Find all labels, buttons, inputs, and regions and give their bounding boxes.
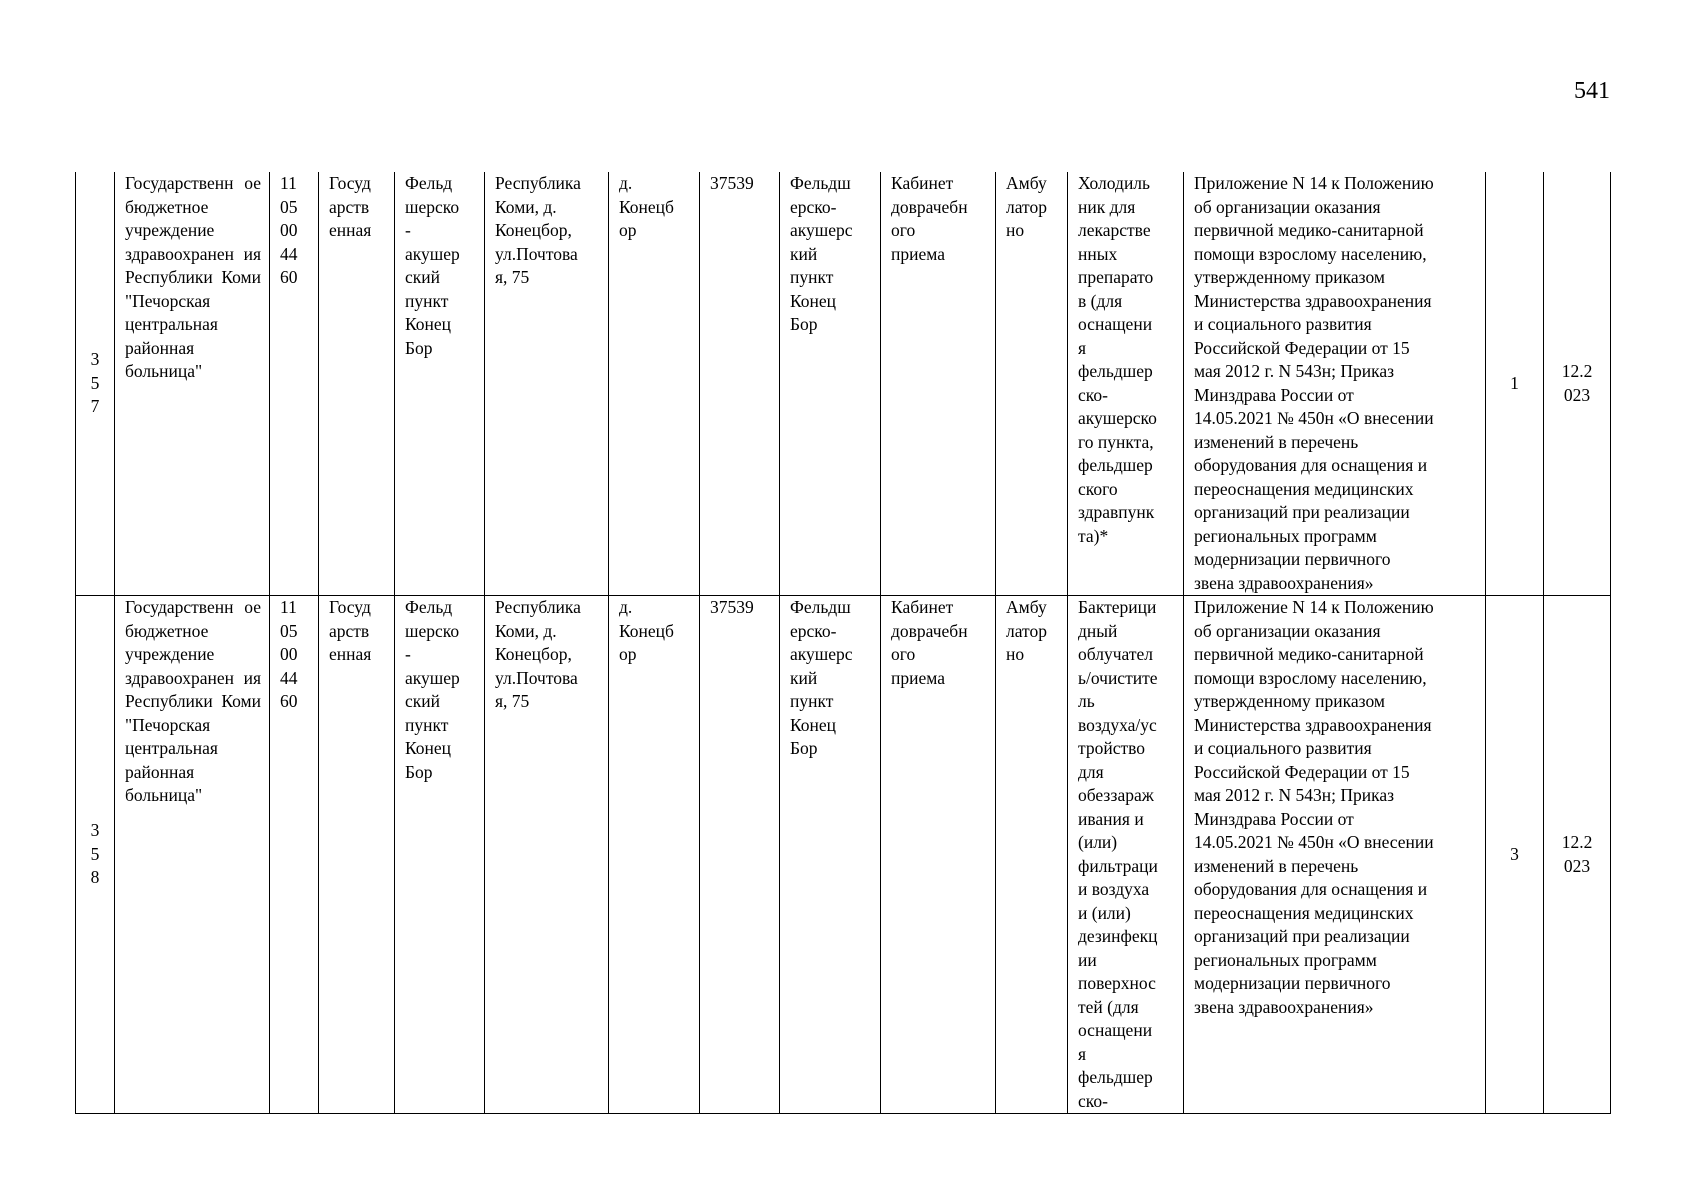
organization-code: 11 05 00 44 60 xyxy=(270,172,319,596)
structural-unit: Фельдш ерско- акушерс кий пункт Конец Бор xyxy=(780,172,881,596)
equipment-name: Бактерици дный облучател ь/очистите ль воздуха/ус тройство для обеззараж ивания и (или) фильтраци и воздуха и (или) дезинфекц ии поверхнос тей (для оснащени я фельдшер ско- xyxy=(1068,596,1184,1114)
unit-address: Республика Коми, д. Конецбор, ул.Почтова я, 75 xyxy=(485,596,609,1114)
oktmo-code: 37539 xyxy=(700,596,780,1114)
quantity: 1 xyxy=(1486,172,1544,596)
regulatory-document: Приложение N 14 к Положению об организации оказания первичной медико-санитарной помощи взрослому населению, утвержденному приказом Министерства здравоохранения и социального развития Российской Федерации от 15 мая 2012 г. N 543н; Приказ Минздрава России от 14.05.2021 № 450н «О внесении изменений в перечень оборудования для оснащения и переоснащения медицинских организаций при реализации региональных программ модернизации первичного звена здравоохранения» xyxy=(1184,596,1486,1114)
unit-name: Фельд шерско - акушер ский пункт Конец Бор xyxy=(395,596,485,1114)
locality: д. Конецб ор xyxy=(609,172,700,596)
unit-name: Фельд шерско - акушер ский пункт Конец Бор xyxy=(395,172,485,596)
organization-code: 11 05 00 44 60 xyxy=(270,596,319,1114)
page-number: 541 xyxy=(1574,78,1610,104)
delivery-date: 12.2 023 xyxy=(1544,172,1611,596)
oktmo-code: 37539 xyxy=(700,172,780,596)
room-name: Кабинет доврачебн ого приема xyxy=(881,172,996,596)
table-row xyxy=(76,172,1611,596)
unit-address: Республика Коми, д. Конецбор, ул.Почтова я, 75 xyxy=(485,172,609,596)
ownership-form: Госуд арств енная xyxy=(319,596,395,1114)
equipment-name: Холодиль ник для лекарстве нных препарато в (для оснащени я фельдшер ско- акушерско го пункта, фельдшер ского здравпунк та)* xyxy=(1068,172,1184,596)
table-row xyxy=(76,596,1611,1114)
organization-name: Государственн ое бюджетное учреждение здравоохранен ия Республики Коми "Печорская центральная районная больница" xyxy=(115,172,270,596)
care-type: Амбу латор но xyxy=(996,172,1068,596)
row-number: 3 5 8 xyxy=(76,596,115,1114)
delivery-date: 12.2 023 xyxy=(1544,596,1611,1114)
regulatory-document: Приложение N 14 к Положению об организации оказания первичной медико-санитарной помощи взрослому населению, утвержденному приказом Министерства здравоохранения и социального развития Российской Федерации от 15 мая 2012 г. N 543н; Приказ Минздрава России от 14.05.2021 № 450н «О внесении изменений в перечень оборудования для оснащения и переоснащения медицинских организаций при реализации региональных программ модернизации первичного звена здравоохранения» xyxy=(1184,172,1486,596)
care-type: Амбу латор но xyxy=(996,596,1068,1114)
room-name: Кабинет доврачебн ого приема xyxy=(881,596,996,1114)
locality: д. Конецб ор xyxy=(609,596,700,1114)
structural-unit: Фельдш ерско- акушерс кий пункт Конец Бор xyxy=(780,596,881,1114)
quantity: 3 xyxy=(1486,596,1544,1114)
row-number: 3 5 7 xyxy=(76,172,115,596)
organization-name: Государственн ое бюджетное учреждение здравоохранен ия Республики Коми "Печорская центральная районная больница" xyxy=(115,596,270,1114)
ownership-form: Госуд арств енная xyxy=(319,172,395,596)
equipment-table xyxy=(75,172,1611,1114)
